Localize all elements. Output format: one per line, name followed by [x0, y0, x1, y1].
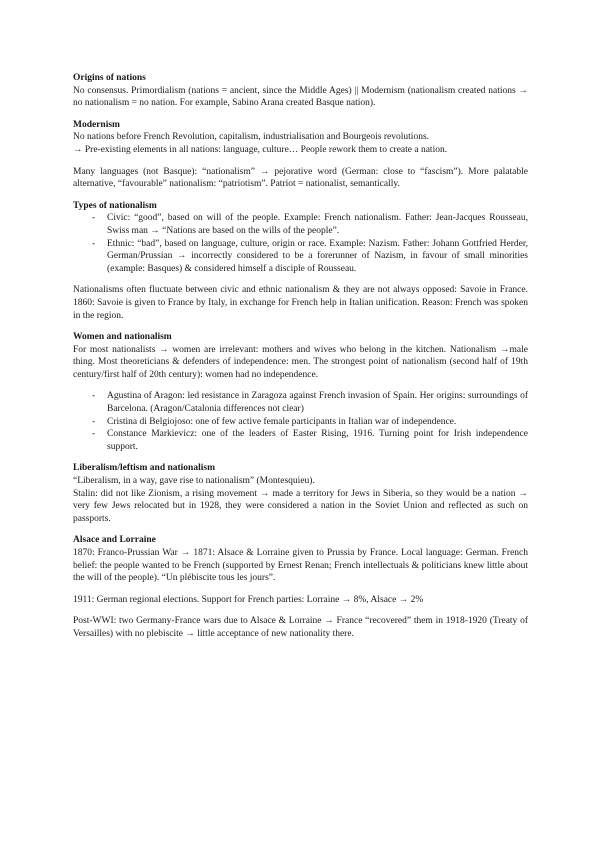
modernism-paragraph-1: No nations before French Revolution, capitalism, industrialisation and Bourgeois revolutions.: [73, 132, 430, 143]
list-item: - Agustina of Aragon: led resistance in Zaragoza against French invasion of Spain. Her origins: surroundings of Barcelona. (Aragon/Catalonia differences not clear): [73, 390, 528, 415]
heading-alsace: Alsace and Lorraine: [73, 535, 156, 546]
heading-types: Types of nationalism: [73, 200, 157, 211]
heading-modernism: Modernism: [73, 119, 120, 130]
alsace-paragraph-3: Post-WWI: two Germany-France wars due to Alsace & Lorraine → France “recovered” them in 1918-1920 (Treaty of Versailles) with no plebiscite → little acceptance of new nationality there.: [73, 616, 528, 639]
types-list: [73, 212, 528, 275]
women-paragraph-1: For most nationalists → women are irrelevant: mothers and wives who belong in the kitchen. Nationalism →male thing. Most theoreticians & defenders of independence: men. The strongest point of nationalism (second half of 19th century/first half of 20th century): women had no independence.: [73, 344, 528, 380]
types-paragraph-1: Nationalisms often fluctuate between civic and ethnic nationalism & they are not always opposed: Savoie in France. 1860: Savoie is given to France by Italy, in exchange for French help in Italian unification. Reason: French was spoken in the region.: [73, 285, 528, 321]
heading-women: Women and nationalism: [73, 332, 172, 343]
origins-paragraph-1: No consensus. Primordialism (nations = ancient, since the Middle Ages) || Modernism (nationalism created nations → no nationalism = no nation. For example, Sabino Arana created Basque nation).: [73, 85, 528, 109]
liberalism-paragraph-1: “Liberalism, in a way, gave rise to nationalism” (Montesquieu).: [73, 476, 315, 487]
women-list: [73, 390, 528, 453]
heading-origins: Origins of nations: [73, 73, 146, 83]
list-item: - Constance Markievicz: one of the leaders of Easter Rising, 1916. Turning point for Irish independence support.: [73, 428, 528, 453]
modernism-paragraph-3: Many languages (not Basque): “nationalism” → pejorative word (German: close to “fascism”). More palatable alternative, “favourable” nationalism: “patriotism”. Patriot = nationalist, semantically.: [73, 166, 528, 190]
alsace-paragraph-1: 1870: Franco-Prussian War → 1871: Alsace & Lorraine given to Prussia by France. Local language: German. French belief: the people wanted to be French (supported by Ernest Renan; French intellectuals & politicians knew little about the will of the people). “Un plébiscite tous les jours”.: [73, 548, 528, 584]
alsace-paragraph-2: 1911: German regional elections. Support for French parties: Lorraine → 8%, Alsace → 2%: [73, 594, 424, 605]
list-item: - Ethnic: “bad”, based on language, culture, origin or race. Example: Nazism. Father: Johann Gottfried Herder, German/Prussian → incorrectly considered to be a forerunner of Nazism, in favour of small minorities (example: Basques) & considered himself a disciple of Rousseau.: [73, 238, 528, 276]
heading-liberalism: Liberalism/leftism and nationalism: [73, 463, 215, 474]
modernism-paragraph-2: → Pre-existing elements in all nations: language, culture… People rework them to create a nation.: [73, 144, 448, 155]
list-item: - Civic: “good”, based on will of the people. Example: French nationalism. Father: Jean-Jacques Rousseau, Swiss man → “Nations are based on the wills of the people”.: [73, 212, 528, 237]
liberalism-paragraph-2: Stalin: did not like Zionism, a rising movement → made a territory for Jews in Siberia, so they would be a nation → very few Jews relocated but in 1928, they were considered a nation in the Soviet Union and reflected as such on passports.: [73, 488, 528, 524]
document-page: [73, 72, 528, 641]
list-item: - Cristina di Belgiojoso: one of few active female participants in Italian war of independence.: [73, 416, 528, 429]
